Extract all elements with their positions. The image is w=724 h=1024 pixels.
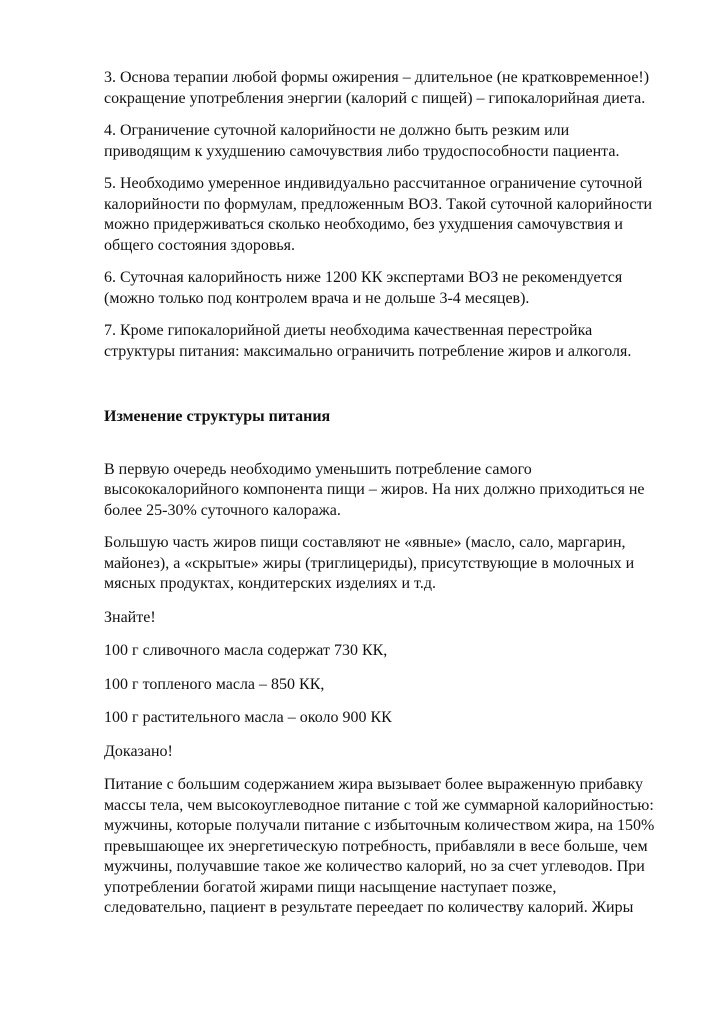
document-body xyxy=(104,68,674,919)
paragraph-diet-restructure: 7. Кроме гипокалорийной диеты необходима качественная перестройка структуры питания: максимально ограничить потребление жиров и алкоголя. xyxy=(104,322,632,360)
section-heading: Изменение структуры питания xyxy=(104,408,331,425)
paragraph-calorie-limit: 4. Ограничение суточной калорийности не должно быть резким или приводящим к ухудшению самочувствия либо трудоспособности пациента. xyxy=(104,122,620,160)
paragraph-ghee-calories: 100 г топленого масла – 850 КК, xyxy=(104,675,325,693)
paragraph-proven: Доказано! xyxy=(104,742,173,760)
paragraph-butter-calories: 100 г сливочного масла содержат 730 КК, xyxy=(104,642,388,659)
paragraph-high-fat-study: Питание с большим содержанием жира вызывает более выраженную прибавку массы тела, чем высокоуглеводное питание с той же суммарной калорийностью: мужчины, которые получали питание с избыточным количеством жира, на 150% превышающее их энергетическую потребность, прибавляли в весе больше, чем мужчины, получавшие такое же количество калорий, но за счет углеводов. При употреблении богатой жирами пищи насыщение наступает позже, следовательно, пациент в результате переедает по количеству калорий. Жиры xyxy=(104,776,655,916)
paragraph-who-formulas: 5. Необходимо умеренное индивидуально рассчитанное ограничение суточной калорийности по формулам, предложенным ВОЗ. Такой суточной калорийности можно придерживаться сколько необходимо, без ухудшения самочувствия и общего состояния здоровья. xyxy=(104,175,653,254)
paragraph-hidden-fats: Большую часть жиров пищи составляют не «явные» (масло, сало, маргарин, майонез), а «скрытые» жиры (триглицериды), присутствующие в молочных и мясных продуктах, кондитерских изделиях и т.д. xyxy=(104,534,635,592)
paragraph-therapy-basis: 3. Основа терапии любой формы ожирения – длительное (не кратковременное!) сокращение употребления энергии (калорий с пищей) – гипокалорийная диета. xyxy=(104,69,650,107)
paragraph-reduce-fats: В первую очередь необходимо уменьшить потребление самого высококалорийного компонента пищи – жиров. На них должно приходиться не более 25-30% суточного калоража. xyxy=(104,460,645,519)
paragraph-oil-calories: 100 г растительного масла – около 900 КК xyxy=(104,709,392,726)
paragraph-know-this: Знайте! xyxy=(104,608,156,626)
paragraph-min-calories: 6. Суточная калорийность ниже 1200 КК экспертами ВОЗ не рекомендуется (можно только под контролем врача и не дольше 3-4 месяцев). xyxy=(104,269,623,307)
